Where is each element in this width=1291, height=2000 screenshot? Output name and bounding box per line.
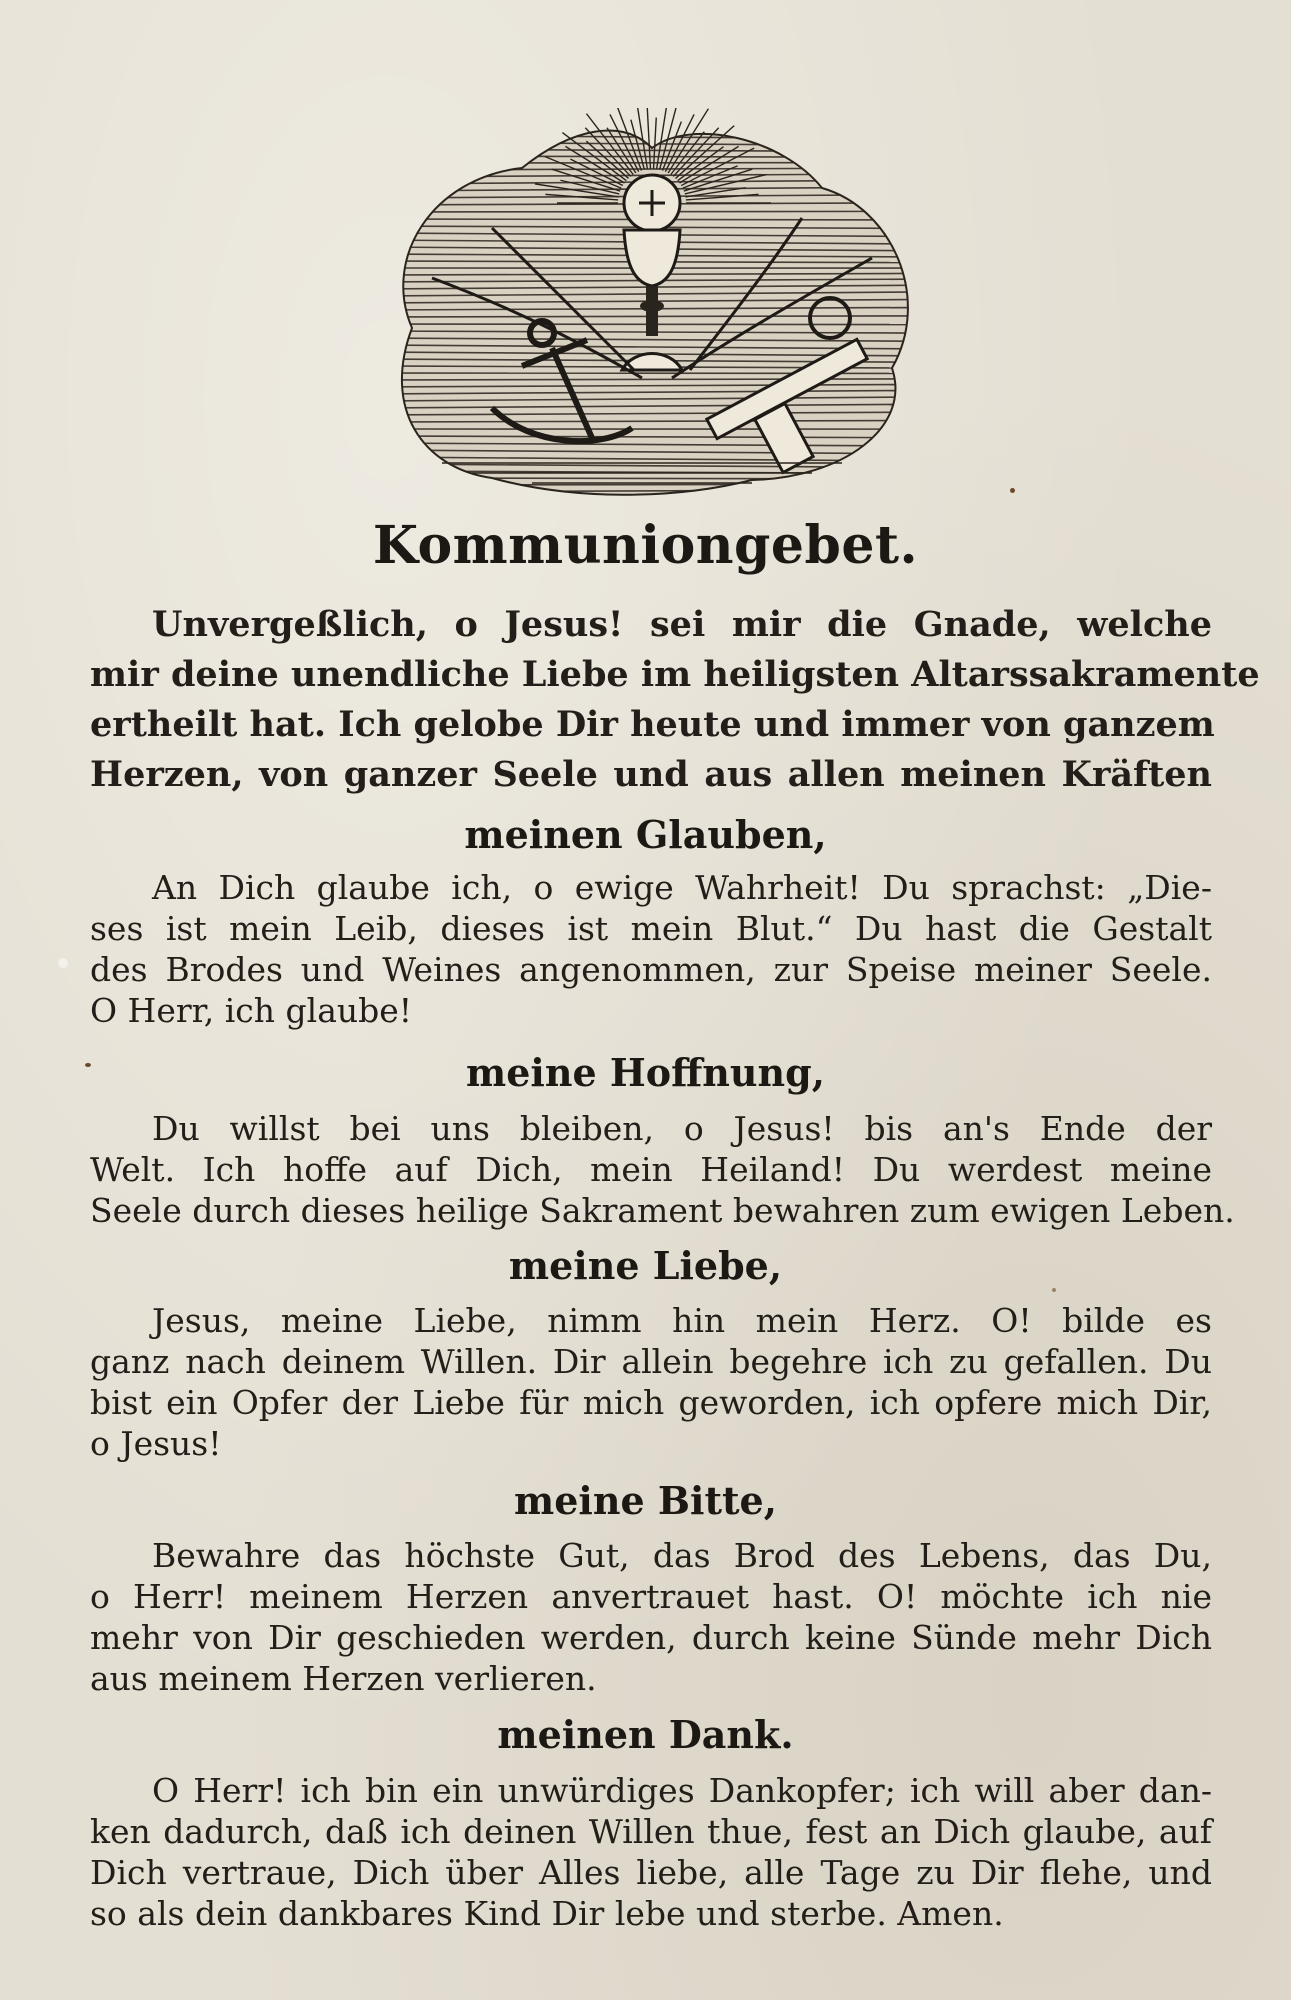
paper-speck bbox=[85, 1063, 91, 1067]
intro-paragraph bbox=[90, 600, 1260, 800]
hatch-line bbox=[372, 478, 920, 479]
hatch-line bbox=[372, 484, 920, 485]
text-line: O Herr! ich bin ein unwürdiges Dankopfer; ich will aber dan- bbox=[152, 1771, 1212, 1810]
section-heading-liebe: meine Liebe, bbox=[508, 1243, 783, 1288]
hatch-line bbox=[372, 496, 920, 499]
text-line: An Dich glaube ich, o ewige Wahrheit! Du sprachst: „Die- bbox=[152, 868, 1212, 907]
text-line: Jesus, meine Liebe, nimm hin mein Herz. O! bilde es bbox=[152, 1301, 1212, 1340]
text-line: o Jesus! bbox=[90, 1424, 222, 1463]
intro-line: Herzen, von ganzer Seele und aus allen meinen Kräften bbox=[90, 754, 1212, 795]
text-line: ken dadurch, daß ich deinen Willen thue, fest an Dich glaube, auf bbox=[90, 1812, 1212, 1851]
text-line: so als dein dankbares Kind Dir lebe und sterbe. Amen. bbox=[90, 1894, 1004, 1933]
section-heading-glauben: meinen Glauben, bbox=[464, 812, 827, 857]
text-line: ses ist mein Leib, dieses ist mein Blut.“ Du hast die Gestalt bbox=[90, 909, 1212, 948]
intro-line: mir deine unendliche Liebe im heiligsten Altarssakramente bbox=[90, 654, 1260, 695]
section-paragraph-bitte bbox=[90, 1535, 1212, 1699]
text-line: des Brodes und Weines angenommen, zur Speise meiner Seele. bbox=[90, 950, 1212, 989]
text-line: Seele durch dieses heilige Sakrament bewahren zum ewigen Leben. bbox=[90, 1191, 1235, 1230]
section-heading-bitte: meine Bitte, bbox=[514, 1478, 777, 1523]
text-line: Du willst bei uns bleiben, o Jesus! bis an's Ende der bbox=[152, 1109, 1212, 1148]
text-line: Welt. Ich hoffe auf Dich, mein Heiland! Du werdest meine bbox=[90, 1150, 1212, 1189]
section-paragraph-dank bbox=[90, 1770, 1212, 1934]
hatch-line bbox=[372, 490, 920, 492]
section-paragraph-hoffnung bbox=[90, 1108, 1235, 1231]
page-title: Kommuniongebet. bbox=[372, 515, 919, 576]
section-paragraph-glauben bbox=[90, 867, 1212, 1031]
text-line: mehr von Dir geschieden werden, durch keine Sünde mehr Dich bbox=[90, 1618, 1212, 1657]
eucharist-chalice-anchor-cross-icon bbox=[372, 108, 920, 500]
paper-speck bbox=[1010, 488, 1015, 493]
text-line: o Herr! meinem Herzen anvertrauet hast. O! möchte ich nie bbox=[90, 1577, 1212, 1616]
text-line: Bewahre das höchste Gut, das Brod des Lebens, das Du, bbox=[152, 1536, 1212, 1575]
section-heading-dank: meinen Dank. bbox=[497, 1712, 794, 1757]
section-heading-hoffnung: meine Hoffnung, bbox=[466, 1050, 825, 1095]
text-line: ganz nach deinem Willen. Dir allein begehre ich zu gefallen. Du bbox=[90, 1342, 1212, 1381]
paper-speck bbox=[58, 958, 68, 968]
section-paragraph-liebe bbox=[90, 1300, 1212, 1464]
paper-speck bbox=[1052, 1288, 1056, 1292]
hatch-line bbox=[372, 168, 920, 170]
text-line: bist ein Opfer der Liebe für mich geworden, ich opfere mich Dir, bbox=[90, 1383, 1212, 1422]
intro-line: Unvergeßlich, o Jesus! sei mir die Gnade, welche bbox=[152, 604, 1212, 645]
text-line: Dich vertraue, Dich über Alles liebe, alle Tage zu Dir flehe, und bbox=[90, 1853, 1212, 1892]
text-line: O Herr, ich glaube! bbox=[90, 991, 413, 1030]
text-line: aus meinem Herzen verlieren. bbox=[90, 1659, 597, 1698]
intro-line: ertheilt hat. Ich gelobe Dir heute und immer von ganzem bbox=[90, 704, 1215, 745]
hatch-line bbox=[372, 128, 920, 132]
hatch-line bbox=[372, 135, 920, 139]
